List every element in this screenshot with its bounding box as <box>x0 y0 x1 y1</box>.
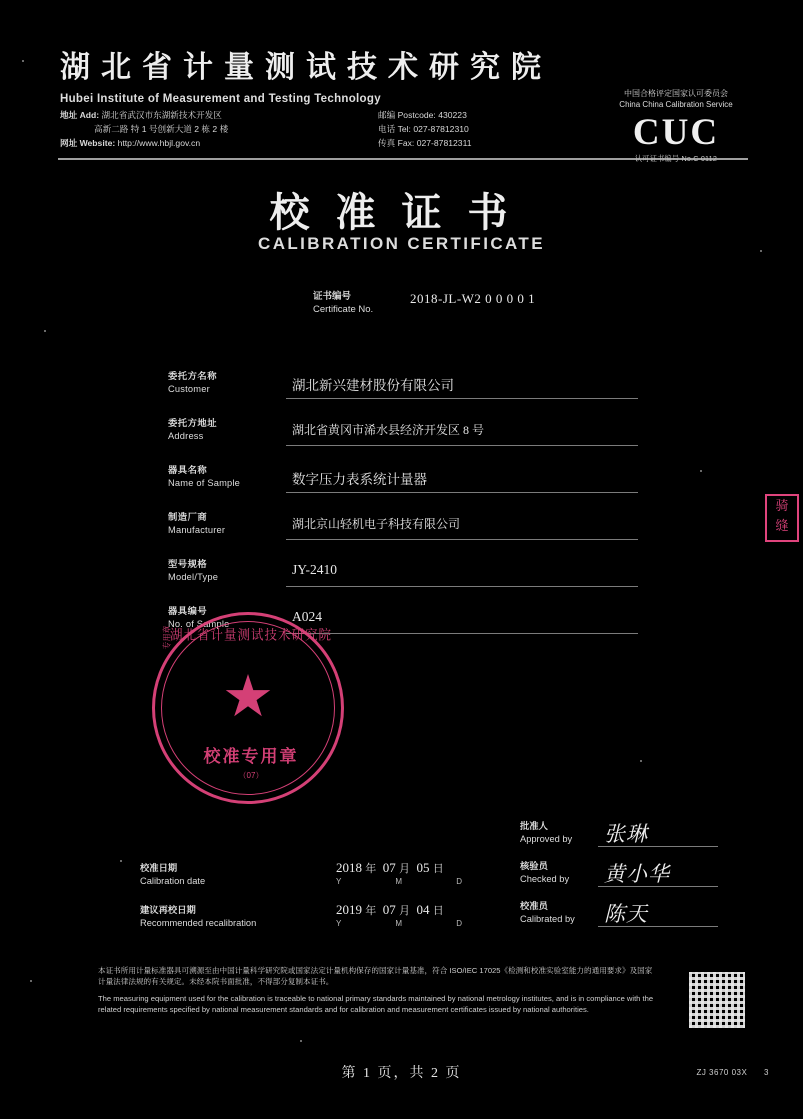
qr-code-icon[interactable] <box>689 972 745 1028</box>
signature-label-approved <box>520 820 572 845</box>
signature-row-approved <box>520 820 760 860</box>
field-row-sample-name <box>168 464 638 511</box>
date-block <box>140 862 560 946</box>
date-year: 2019 <box>336 902 362 917</box>
field-label-cn: 型号规格 <box>168 559 208 569</box>
date-row-recalibration <box>140 904 560 946</box>
certificate-no-label-cn: 证书编号 <box>313 291 352 302</box>
page-number: 第 1 页，共 2 页 <box>341 1066 462 1081</box>
date-label-en: Recommended recalibration <box>140 917 257 928</box>
field-label-cn: 制造厂商 <box>168 512 208 522</box>
field-underline <box>286 445 638 446</box>
certificate-no-value: 2018-JL-W2 0 0 0 0 1 <box>410 291 536 306</box>
date-month-unit: 月 <box>399 905 410 917</box>
seal-side-text: 专用章 <box>162 625 172 650</box>
document-code-number: 3 <box>764 1068 769 1077</box>
field-label-address <box>168 417 278 442</box>
fax-value: 027-87812311 <box>416 138 472 148</box>
postcode-label: 邮编 Postcode: <box>378 110 436 120</box>
signature-value-approved: 张琳 <box>604 822 648 846</box>
address-label: 地址 Add: <box>60 110 100 120</box>
field-label-en: No. of Sample <box>168 618 230 629</box>
document-code-value: ZJ 3670 03X <box>696 1068 748 1077</box>
date-ymd-hint: Y M D <box>336 919 489 928</box>
page-title-en: CALIBRATION CERTIFICATE <box>258 234 545 253</box>
date-year-unit: 年 <box>365 905 377 917</box>
field-value-sample-no: A024 <box>292 609 322 624</box>
page-title-cn: 校准证书 <box>269 190 534 235</box>
fax-label: 传真 Fax: <box>378 138 415 148</box>
field-label-cn: 器具名称 <box>168 465 208 475</box>
seal-arc-text: 湖北省计量测试技术研究院 <box>169 627 332 643</box>
field-underline <box>286 539 638 540</box>
field-label-en: Customer <box>168 383 210 394</box>
date-year: 2018 <box>336 860 362 875</box>
date-label-cn: 建议再校日期 <box>140 905 196 915</box>
address-line-1: 湖北省武汉市东湖新技术开发区 <box>101 110 222 120</box>
scan-speck <box>22 60 24 62</box>
signature-label-en: Approved by <box>520 833 573 844</box>
scan-speck <box>44 330 46 332</box>
scan-speck <box>300 1040 302 1042</box>
scan-speck <box>640 760 642 762</box>
signature-label-en: Checked by <box>520 873 570 884</box>
signature-value-checked: 黄小华 <box>604 862 670 886</box>
date-row-calibration <box>140 862 560 904</box>
field-value-customer: 湖北新兴建材股份有限公司 <box>292 378 454 393</box>
edge-stamp-line-2: 缝 <box>775 518 789 533</box>
website-label: 网址 Website: <box>60 138 116 148</box>
tel-label: 电话 Tel: <box>378 124 411 134</box>
date-label-calibration <box>140 862 260 887</box>
certificate-no-label-en: Certificate No. <box>313 303 374 315</box>
field-label-model <box>168 558 278 583</box>
field-label-manufacturer <box>168 511 278 536</box>
field-underline <box>286 492 638 493</box>
tel-value: 027-87812310 <box>413 124 469 134</box>
cuc-mark: CUC <box>632 112 720 153</box>
cuc-top-cn: 中国合格评定国家认可委员会 <box>624 89 728 98</box>
field-label-sample-name <box>168 464 278 489</box>
date-day-unit: 日 <box>432 905 444 917</box>
signature-label-cn: 批准人 <box>520 821 548 831</box>
date-day: 05 <box>416 860 430 875</box>
scan-speck <box>120 860 122 862</box>
field-underline <box>286 398 638 399</box>
date-month: 07 <box>382 902 396 917</box>
sample-info-fields <box>168 370 638 652</box>
cnas-cuc-badge <box>601 88 751 164</box>
star-icon: ★ <box>222 663 274 729</box>
scan-speck <box>700 470 702 472</box>
signature-underline <box>598 926 718 927</box>
field-row-model <box>168 558 638 605</box>
document-code <box>696 1068 769 1077</box>
field-value-sample-name: 数字压力表系统计量器 <box>292 472 427 487</box>
institute-name-en: Hubei Institute of Measurement and Testing Technology <box>60 93 381 105</box>
official-seal <box>152 612 344 804</box>
date-day-unit: 日 <box>432 863 444 875</box>
field-label-en: Manufacturer <box>168 524 226 535</box>
signature-underline <box>598 886 718 887</box>
signature-value-calibrated: 陈天 <box>604 902 648 926</box>
date-label-en: Calibration date <box>140 875 206 886</box>
field-label-en: Name of Sample <box>168 477 241 488</box>
postcode-value: 430223 <box>438 110 467 120</box>
edge-seal-stamp <box>765 494 799 542</box>
date-label-recalibration <box>140 904 260 929</box>
field-value-model: JY-2410 <box>292 562 338 577</box>
field-value-address: 湖北省黄冈市浠水县经济开发区 8 号 <box>292 423 485 437</box>
traceability-note-cn: 本证书所用计量标准器具可溯源至由中国计量科学研究院或国家法定计量机构保存的国家计量基准，符合 ISO/IEC 17025《检测和校准实验室能力的通用要求》及国家计量法律法规的有关规定。未经本院书面批准，不得部分复制本证书。 <box>98 966 653 986</box>
field-label-en: Address <box>168 430 204 441</box>
website-value[interactable]: http://www.hbjl.gov.cn <box>117 138 201 148</box>
date-value-recalibration <box>336 902 444 918</box>
signature-underline <box>598 846 718 847</box>
cuc-top-en: China China Calibration Service <box>619 100 733 109</box>
date-ymd-hint: Y M D <box>336 877 489 886</box>
seal-bottom-text: 校准专用章 <box>203 747 299 766</box>
date-month-unit: 月 <box>399 863 410 875</box>
header-divider <box>58 158 748 160</box>
date-month: 07 <box>382 860 396 875</box>
date-day: 04 <box>416 902 430 917</box>
signature-label-cn: 校准员 <box>520 901 548 911</box>
scan-speck <box>30 980 32 982</box>
field-label-cn: 委托方地址 <box>168 418 217 428</box>
date-label-cn: 校准日期 <box>140 863 178 873</box>
traceability-note-en: The measuring equipment used for the calibration is traceable to national primary standards maintained by national metrology institutes, and is in compliance with the related requirements specified by national measurement standards and for calibration and measurement certificates issued by national authorities. <box>98 994 654 1014</box>
field-underline <box>286 586 638 587</box>
field-label-customer <box>168 370 278 395</box>
address-line-2: 高新二路 特 1 号创新大道 2 栋 2 楼 <box>94 124 229 134</box>
date-year-unit: 年 <box>365 863 377 875</box>
field-value-manufacturer: 湖北京山轻机电子科技有限公司 <box>292 517 461 531</box>
field-label-cn: 委托方名称 <box>168 371 217 381</box>
traceability-note <box>98 966 658 1015</box>
field-row-manufacturer <box>168 511 638 558</box>
institute-name-cn: 湖北省计量测试技术研究院 <box>60 51 552 84</box>
certificate-no-label <box>313 291 373 316</box>
seal-number: （07） <box>238 771 264 780</box>
date-value-calibration <box>336 860 444 876</box>
signature-label-cn: 核验员 <box>520 861 548 871</box>
field-label-en: Model/Type <box>168 571 219 582</box>
signature-label-en: Calibrated by <box>520 913 575 924</box>
edge-stamp-line-1: 骑 <box>775 498 789 513</box>
field-row-customer <box>168 370 638 417</box>
field-row-address <box>168 417 638 464</box>
field-label-cn: 器具编号 <box>168 606 208 616</box>
